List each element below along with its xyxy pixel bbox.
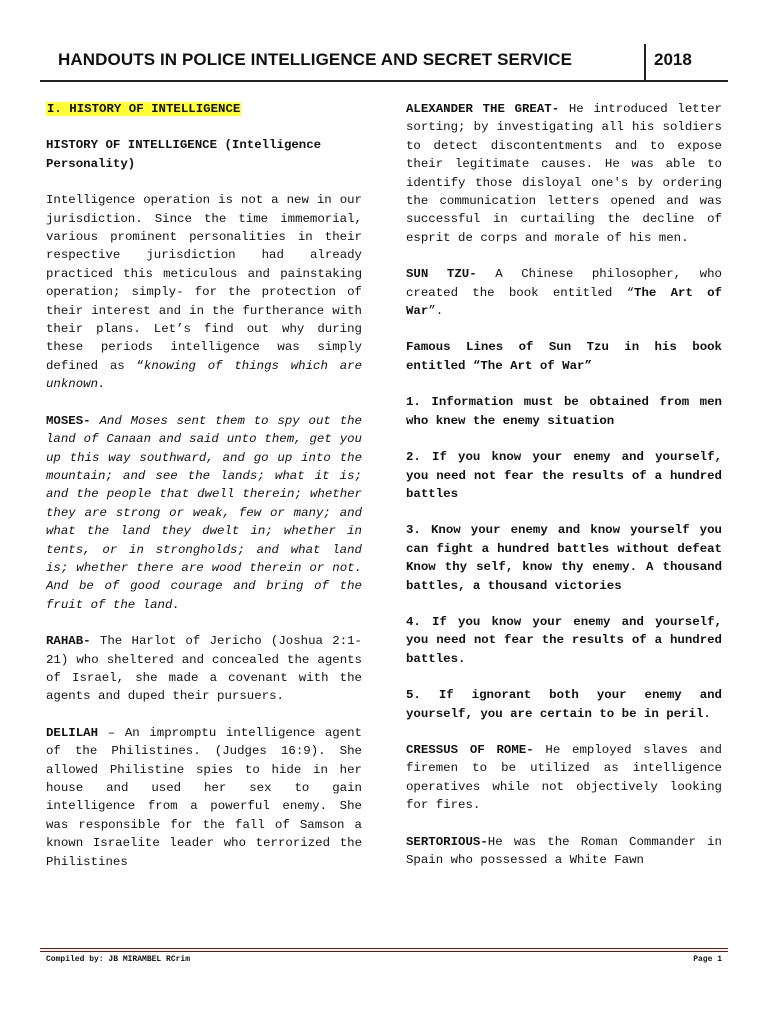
famous-lines-heading: Famous Lines of Sun Tzu in his book entitled “The Art of War”	[406, 340, 722, 373]
left-column	[46, 100, 362, 889]
sun-tzu-line-2: 2. If you know your enemy and yourself, you need not fear the results of a hundred battles	[406, 450, 722, 501]
right-column	[406, 100, 722, 887]
sertorious-paragraph: SERTORIOUS-He was the Roman Commander in Spain who possessed a White Fawn	[406, 834, 722, 867]
rahab-paragraph: RAHAB- The Harlot of Jericho (Joshua 2:1-21) who sheltered and concealed the agents of Israel, she made a covenant with the agents and duped their pursuers.	[46, 634, 362, 704]
intro-paragraph: Intelligence operation is not a new in our jurisdiction. Since the time immemorial, various prominent personalities in their respective jurisdiction had already practiced this meticulous and painstaking operation; simply- for the protection of their interest and in the furtherance with their plans. Let’s find out why during these periods intelligence was simply defined as “knowing of things which are unknown.	[46, 193, 363, 392]
alexander-paragraph: ALEXANDER THE GREAT- He introduced letter sorting; by investigating all his soldiers to detect discontentments and to expose their legitimate causes. He was able to identify those disloyal one's by ordering the communication letters opened and was successful in curtailing the decline of esprit de corps and morale of his men.	[406, 102, 722, 245]
page-header	[40, 44, 728, 82]
sun-tzu-line-4: 4. If you know your enemy and yourself, you need not fear the results of a hundred battles.	[406, 614, 722, 666]
footer-rule	[40, 948, 728, 952]
footer-compiled-by: Compiled by: JB MIRAMBEL RCrim	[46, 955, 191, 964]
delilah-paragraph: DELILAH – An impromptu intelligence agent of the Philistines. (Judges 16:9). She allowed Philistine spies to hide in her house and used her sex to gain intelligence from a powerful enemy. She was responsible for the fall of Samson a known Israelite leader who terrorized the Philistines	[46, 725, 362, 869]
sun-tzu-line-5: 5. If ignorant both your enemy and yourself, you are certain to be in peril.	[406, 688, 722, 721]
header-divider	[644, 44, 646, 80]
cressus-paragraph: CRESSUS OF ROME- He employed slaves and firemen to be utilized as intelligence operatives while not objectively looking for fires.	[406, 742, 722, 813]
document-year: 2018	[654, 50, 692, 69]
document-title: HANDOUTS IN POLICE INTELLIGENCE AND SECRET SERVICE	[58, 50, 573, 69]
sun-tzu-line-3: 3. Know your enemy and know yourself you can fight a hundred battles without defeat Know thy self, know thy enemy. A thousand battles, a thousand victories	[406, 523, 722, 593]
suntzu-paragraph: SUN TZU- A Chinese philosopher, who created the book entitled “The Art of War”.	[406, 267, 722, 319]
footer-page-number: Page 1	[693, 955, 722, 964]
moses-paragraph: MOSES- And Moses sent them to spy out the land of Canaan and said unto them, get you up this way southward, and go up into the mountain; and see the lands; what it is; and the people that dwell therein; whether they are strong or weak, few or many; and what the land they dwelt in; whether in tents, or in strongholds; and what land is; whether there are wood therein or not. And be of good courage and bring of the fruit of the land.	[46, 413, 362, 612]
section-heading: I. HISTORY OF INTELLIGENCE	[47, 102, 241, 116]
subheading: HISTORY OF INTELLIGENCE (Intelligence Personality)	[46, 138, 322, 171]
sun-tzu-line-1: 1. Information must be obtained from men who knew the enemy situation	[406, 395, 722, 428]
